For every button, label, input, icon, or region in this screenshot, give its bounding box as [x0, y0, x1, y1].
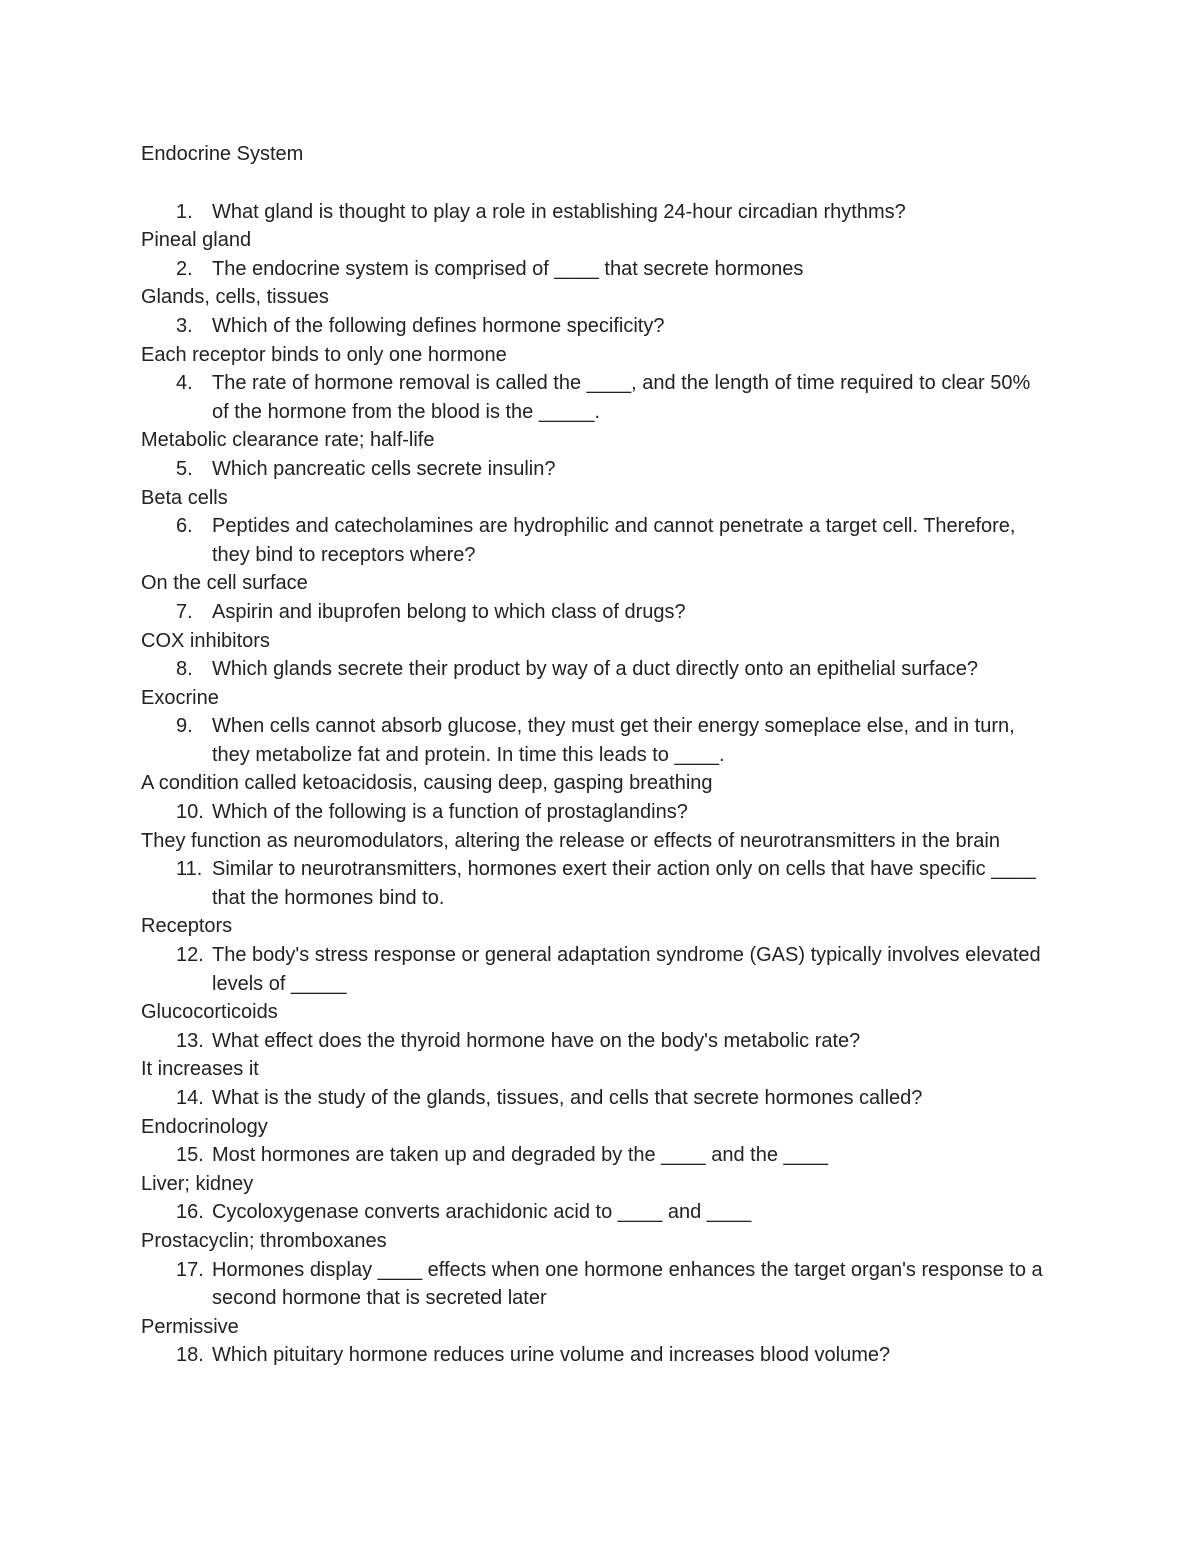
- question-number: 12.: [176, 944, 204, 967]
- question: [176, 598, 1061, 627]
- qa-item: [141, 512, 1061, 598]
- qa-item: [141, 855, 1061, 941]
- qa-item: [141, 1084, 1061, 1141]
- question: [176, 855, 1061, 912]
- qa-item: [141, 198, 1061, 255]
- question: [176, 512, 1061, 569]
- answer-text: Exocrine: [141, 686, 219, 709]
- question-text: Which pancreatic cells secrete insulin?: [212, 457, 556, 480]
- answer-text: It increases it: [141, 1058, 259, 1081]
- qa-item: [141, 941, 1061, 1027]
- qa-item: [141, 655, 1061, 712]
- qa-item: [141, 1256, 1061, 1342]
- question-number: 17.: [176, 1258, 204, 1281]
- qa-item: [141, 369, 1061, 455]
- answer-text: Glands, cells, tissues: [141, 286, 329, 309]
- question-text: Most hormones are taken up and degraded by the ____ and the ____: [212, 1144, 829, 1167]
- question-text: Hormones display ____ effects when one hormone enhances the target organ's response to a second hormone that is secreted later: [212, 1258, 1043, 1310]
- question-text: Which of the following is a function of prostaglandins?: [212, 801, 688, 824]
- qa-item: [141, 598, 1061, 655]
- question-number: 18.: [176, 1344, 204, 1367]
- answer-text: Endocrinology: [141, 1115, 268, 1138]
- question-number: 15.: [176, 1144, 204, 1167]
- answer-text: Pineal gland: [141, 229, 252, 252]
- qa-item: [141, 1027, 1061, 1084]
- question: [176, 1084, 1061, 1113]
- question-number: 7.: [176, 600, 193, 623]
- qa-item: [141, 312, 1061, 369]
- question-text: Which pituitary hormone reduces urine volume and increases blood volume?: [212, 1344, 891, 1367]
- question-text: What gland is thought to play a role in establishing 24-hour circadian rhythms?: [212, 200, 906, 223]
- question: [176, 1027, 1061, 1056]
- qa-item: [141, 798, 1061, 855]
- question: [176, 312, 1061, 341]
- question-text: Aspirin and ibuprofen belong to which class of drugs?: [212, 600, 686, 623]
- answer-text: COX inhibitors: [141, 629, 270, 652]
- question-text: Which of the following defines hormone specificity?: [212, 314, 665, 337]
- question-number: 11.: [176, 858, 203, 881]
- question-number: 4.: [176, 372, 193, 395]
- qa-item: [141, 1198, 1061, 1255]
- question: [176, 712, 1061, 769]
- qa-item: [141, 1141, 1061, 1198]
- question: [176, 1256, 1061, 1313]
- question: [176, 655, 1061, 684]
- question-number: 9.: [176, 715, 193, 738]
- question: [176, 941, 1061, 998]
- question-number: 5.: [176, 457, 193, 480]
- question-number: 8.: [176, 658, 193, 681]
- question-text: The body's stress response or general adaptation syndrome (GAS) typically involves elevated levels of _____: [212, 944, 1041, 995]
- answer-text: Each receptor binds to only one hormone: [141, 343, 507, 366]
- question: [176, 1141, 1061, 1170]
- answer-text: Liver; kidney: [141, 1172, 254, 1195]
- question-text: Peptides and catecholamines are hydrophilic and cannot penetrate a target cell. Therefore, they bind to receptors where?: [212, 515, 1016, 566]
- answer-text: On the cell surface: [141, 572, 308, 595]
- answer-text: Permissive: [141, 1315, 239, 1338]
- answer-text: Glucocorticoids: [141, 1001, 278, 1024]
- answer-text: Receptors: [141, 915, 233, 938]
- answer-text: Prostacyclin; thromboxanes: [141, 1229, 387, 1252]
- question-number: 6.: [176, 515, 193, 538]
- question: [176, 1198, 1061, 1227]
- question-text: Similar to neurotransmitters, hormones exert their action only on cells that have specific ____ that the hormones bind to.: [212, 858, 1036, 909]
- question-text: What is the study of the glands, tissues, and cells that secrete hormones called?: [212, 1087, 923, 1109]
- answer-text: Metabolic clearance rate; half-life: [141, 429, 435, 452]
- question-text: The endocrine system is comprised of ____ that secrete hormones: [212, 257, 804, 280]
- question-number: 16.: [176, 1201, 204, 1224]
- question-list: [141, 198, 1061, 1370]
- question: [176, 1341, 1061, 1370]
- qa-item: [141, 1341, 1061, 1370]
- question: [176, 369, 1061, 426]
- document-page: [141, 140, 1061, 1370]
- question-number: 3.: [176, 314, 193, 337]
- question-text: What effect does the thyroid hormone have on the body's metabolic rate?: [212, 1029, 861, 1052]
- document-title: Endocrine System: [141, 143, 304, 165]
- qa-item: [141, 255, 1061, 312]
- question: [176, 255, 1061, 284]
- question: [176, 198, 1061, 227]
- question-text: Which glands secrete their product by way of a duct directly onto an epithelial surface?: [212, 658, 978, 681]
- question-number: 13.: [176, 1029, 204, 1052]
- qa-item: [141, 455, 1061, 512]
- qa-item: [141, 712, 1061, 798]
- question-text: The rate of hormone removal is called the ____, and the length of time required to clear 50% of the hormone from the blood is the _____.: [212, 372, 1031, 423]
- question-number: 1.: [176, 200, 193, 223]
- question: [176, 455, 1061, 484]
- answer-text: A condition called ketoacidosis, causing deep, gasping breathing: [141, 772, 713, 795]
- question-number: 14.: [176, 1087, 204, 1109]
- question-text: When cells cannot absorb glucose, they must get their energy someplace else, and in turn, they metabolize fat and protein. In time this leads to ____.: [212, 715, 1015, 766]
- question-number: 10.: [176, 801, 204, 824]
- question: [176, 798, 1061, 827]
- question-text: Cycoloxygenase converts arachidonic acid to ____ and ____: [212, 1201, 752, 1224]
- question-number: 2.: [176, 257, 193, 280]
- answer-text: They function as neuromodulators, altering the release or effects of neurotransmitters in the brain: [141, 829, 1000, 852]
- answer-text: Beta cells: [141, 486, 228, 509]
